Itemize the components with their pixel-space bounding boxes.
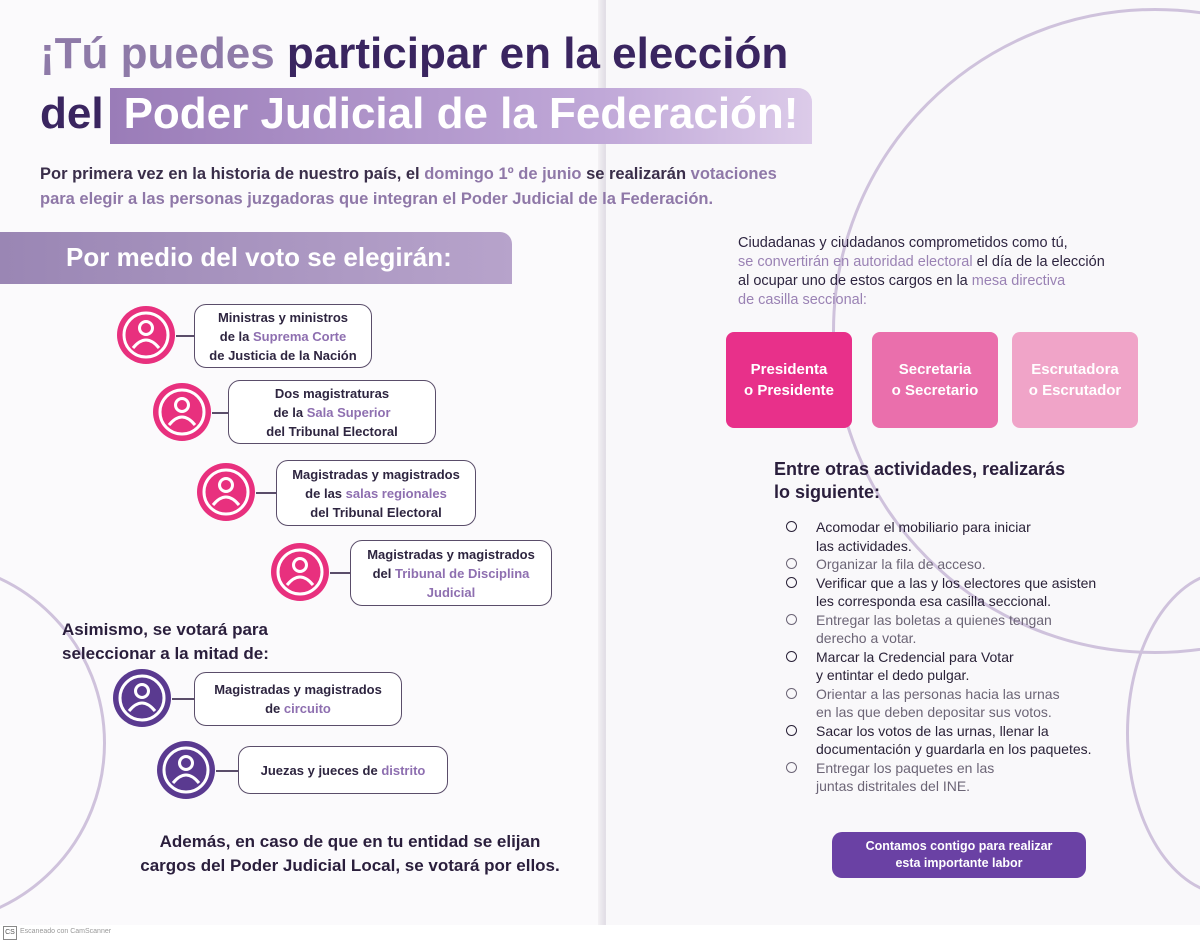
activity-line: Acomodar el mobiliario para iniciar xyxy=(816,519,1031,535)
connector-line xyxy=(256,492,278,494)
role-line: Secretaria xyxy=(898,361,972,378)
activity-line: derecho a votar. xyxy=(816,630,917,646)
camscanner-logo-icon: CS xyxy=(3,926,17,940)
activity-line: juntas distritales del INE. xyxy=(816,778,971,794)
activities-heading-line-2: lo siguiente: xyxy=(774,482,881,502)
circle-bullet-icon xyxy=(786,521,797,532)
connector-line xyxy=(330,572,352,574)
position-box-circuito xyxy=(194,672,402,726)
right-intro-line: Ciudadanas y ciudadanos comprometidos como tú, xyxy=(738,235,1068,251)
activity-line: las actividades. xyxy=(816,537,912,554)
role-line: o Escrutador xyxy=(1028,382,1122,399)
circle-bullet-icon xyxy=(786,688,797,699)
list-item xyxy=(786,574,1126,611)
position-accent: Suprema Corte xyxy=(253,328,347,344)
also-heading xyxy=(62,618,269,666)
title-light-text: ¡Tú puedes xyxy=(40,29,287,78)
role-line: o Secretario xyxy=(891,382,979,399)
title-dark-text: participar en la elección xyxy=(286,29,789,78)
intro-part2: se realizarán xyxy=(581,165,691,183)
role-card-escrutador xyxy=(1012,332,1138,428)
right-intro-accent: se convertirán en autoridad electoral xyxy=(738,254,973,270)
position-box-salas-regionales xyxy=(276,460,476,526)
activity-line: Organizar la fila de acceso. xyxy=(816,556,986,572)
local-note-line-1: Además, en caso de que en tu entidad se elijan xyxy=(159,832,541,851)
activity-line: Entregar las boletas a quienes tengan xyxy=(816,611,1052,628)
list-item xyxy=(786,555,1126,574)
position-accent: Tribunal de Disciplina xyxy=(395,565,530,581)
person-icon xyxy=(156,740,216,800)
position-line: de la xyxy=(273,404,307,420)
role-line: o Presidente xyxy=(743,382,835,399)
position-line: Magistradas y magistrados xyxy=(214,682,382,697)
position-line: del xyxy=(372,565,396,581)
position-line: de xyxy=(265,701,284,716)
connector-line xyxy=(176,335,196,337)
title-line-2 xyxy=(40,88,812,144)
local-note-line-2: cargos del Poder Judicial Local, se votará por ellos. xyxy=(140,856,560,875)
role-line: Presidenta xyxy=(750,361,828,378)
position-accent: distrito xyxy=(381,762,426,778)
activity-line: y entintar el dedo pulgar. xyxy=(816,667,970,683)
person-icon xyxy=(270,542,330,602)
title-highlight: Poder Judicial de la Federación! xyxy=(110,88,813,144)
connector-line xyxy=(172,698,196,700)
position-line: Magistradas y magistrados xyxy=(367,546,535,562)
activity-line: Orientar a las personas hacia las urnas xyxy=(816,685,1060,702)
activities-list xyxy=(786,518,1126,796)
position-accent: circuito xyxy=(283,701,331,716)
position-box-sala-superior xyxy=(228,380,436,444)
activity-line: Sacar los votos de las urnas, llenar la xyxy=(816,722,1049,739)
position-box-tribunal-disciplina xyxy=(350,540,552,606)
right-intro-accent: mesa directiva xyxy=(971,273,1066,289)
list-item xyxy=(786,685,1126,722)
position-line: Ministras y ministros xyxy=(217,309,349,325)
circle-bullet-icon xyxy=(786,558,797,569)
person-icon xyxy=(152,382,212,442)
activities-heading xyxy=(774,458,1065,504)
scanner-footer-text: Escaneado con CamScanner xyxy=(20,928,112,935)
activity-line: Marcar la Credencial para Votar xyxy=(816,648,1014,665)
intro-votaciones: votaciones xyxy=(690,165,777,183)
activities-heading-line-1: Entre otras actividades, realizarás xyxy=(774,459,1066,479)
position-box-distrito xyxy=(238,746,448,794)
activity-line: en las que deben depositar sus votos. xyxy=(816,704,1052,720)
position-accent: Sala Superior xyxy=(306,404,391,420)
title-prefix: del xyxy=(40,89,104,138)
cta-line-2: esta importante labor xyxy=(895,856,1023,870)
local-note xyxy=(110,830,590,878)
list-item xyxy=(786,518,1126,555)
section-band-title: Por medio del voto se elegirán: xyxy=(66,242,452,272)
list-item xyxy=(786,722,1126,759)
right-intro-line: el día de la elección xyxy=(972,254,1105,270)
position-line: de Justicia de la Nación xyxy=(209,347,357,363)
circle-bullet-icon xyxy=(786,577,797,588)
right-intro-accent: de casilla seccional: xyxy=(738,292,867,308)
list-item xyxy=(786,759,1126,796)
position-line: de las xyxy=(305,485,346,501)
circle-bullet-icon xyxy=(786,725,797,736)
intro-date: domingo 1º de junio xyxy=(424,165,582,183)
right-intro xyxy=(738,234,1105,310)
scanner-footer xyxy=(0,925,1200,941)
right-intro-line: al ocupar uno de estos cargos en la xyxy=(738,273,972,289)
position-line: Dos magistraturas xyxy=(274,385,390,401)
decorative-arc-bottom-left xyxy=(0,560,106,925)
cta-line-1: Contamos contigo para realizar xyxy=(865,839,1053,853)
person-icon xyxy=(116,305,176,365)
list-item xyxy=(786,648,1126,685)
connector-line xyxy=(216,770,240,772)
activity-line: documentación y guardarla en los paquetes. xyxy=(816,741,1092,757)
also-line-2: seleccionar a la mitad de: xyxy=(62,644,269,663)
role-card-presidente xyxy=(726,332,852,428)
person-icon xyxy=(112,668,172,728)
activity-line: Verificar que a las y los electores que asisten xyxy=(816,574,1097,591)
circle-bullet-icon xyxy=(786,614,797,625)
intro-text xyxy=(40,162,860,212)
list-item xyxy=(786,611,1126,648)
position-accent: Judicial xyxy=(426,584,476,600)
cta-banner xyxy=(832,832,1086,878)
circle-bullet-icon xyxy=(786,762,797,773)
position-line: del Tribunal Electoral xyxy=(266,423,398,439)
role-line: Escrutadora xyxy=(1031,361,1119,378)
intro-line2: para elegir a las personas juzgadoras que integran el Poder Judicial de la Federación. xyxy=(40,190,714,208)
intro-part1: Por primera vez en la historia de nuestro país, el xyxy=(40,165,425,183)
circle-bullet-icon xyxy=(786,651,797,662)
person-icon xyxy=(196,462,256,522)
position-line: del Tribunal Electoral xyxy=(310,504,442,520)
position-accent: salas regionales xyxy=(345,485,447,501)
position-box-suprema-corte xyxy=(194,304,372,368)
role-card-secretario xyxy=(872,332,998,428)
position-line: Juezas y jueces de xyxy=(260,762,382,778)
activity-line: Entregar los paquetes en las xyxy=(816,759,995,776)
also-line-1: Asimismo, se votará para xyxy=(62,620,268,639)
title-line-1 xyxy=(40,29,789,78)
position-line: de la xyxy=(219,328,254,344)
position-line: Magistradas y magistrados xyxy=(292,466,460,482)
activity-line: les corresponda esa casilla seccional. xyxy=(816,593,1052,609)
